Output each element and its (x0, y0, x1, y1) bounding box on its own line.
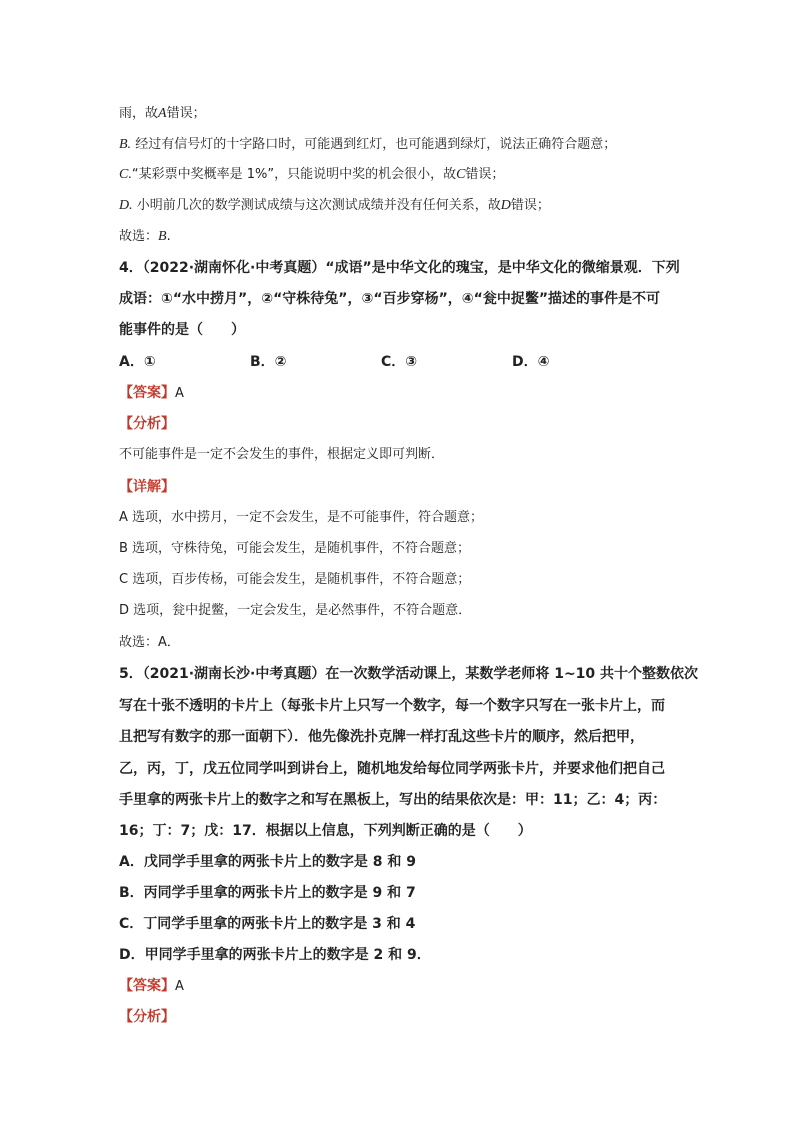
prev-solution-line-2 (119, 136, 679, 154)
q4-stem-line-3: 能事件的是（ ） (119, 322, 245, 338)
q4-answer-line (119, 384, 679, 403)
q5-stem-line-1: 5．（2021·湖南长沙·中考真题）在一次数学活动课上，某数学老师将 1~10 共十个整数依次 (119, 666, 699, 682)
text: 故选： (119, 229, 159, 244)
q5-stem-line-3: 且把写有数字的那一面朝下）．他先像洗扑克牌一样打乱这些卡片的顺序，然后把甲， (119, 729, 644, 745)
text: 错误； (510, 198, 550, 213)
prev-solution-line-3 (119, 166, 679, 184)
text: “某彩票中奖概率是 1%”，只能说明中奖的机会很小，故 (131, 167, 457, 182)
answer-value: A (175, 386, 184, 401)
q4-analysis-text: 不可能事件是一定不会发生的事件，根据定义即可判断． (119, 447, 445, 462)
q4-detail-line-b: B 选项，守株待兔，可能会发生，是随机事件，不符合题意； (119, 541, 471, 556)
text: 小明前几次的数学测试成绩与这次测试成绩并没有任何关系，故 (132, 198, 501, 213)
variable: D (500, 198, 511, 213)
answer-value: A (175, 979, 184, 994)
q4-detail-line-c: C 选项，百步传杨，可能会发生，是随机事件，不符合题意； (119, 572, 471, 587)
q5-stem-line-6: 16；丁：7；戊：17．根据以上信息，下列判断正确的是（ ） (119, 823, 532, 839)
prev-solution-conclusion (119, 228, 679, 246)
q4-detail-tag (119, 478, 679, 497)
q5-option-b: B．丙同学手里拿的两张卡片上的数字是 9 和 7 (119, 885, 416, 901)
q4-stem-line-1: 4．（2022·湖南怀化·中考真题）“成语”是中华文化的瑰宝，是中华文化的微缩景观．下列 (119, 260, 680, 276)
variable: C. (119, 167, 132, 182)
q4-conclusion: 故选：A． (119, 635, 180, 650)
q5-option-d: D．甲同学手里拿的两张卡片上的数字是 2 和 9． (119, 947, 431, 963)
prev-solution-line-1 (119, 105, 679, 123)
text: 雨，故 (119, 106, 159, 121)
q4-option-d: D．④ (512, 354, 550, 370)
answer-tag: 【答案】 (119, 978, 175, 994)
variable: C (456, 167, 466, 182)
text: 经过有信号灯的十字路口时，可能遇到红灯，也可能遇到绿灯，说法正确符合题意； (131, 137, 617, 152)
q5-stem-line-5: 手里拿的两张卡片上的数字之和写在黑板上，写出的结果依次是：甲：11；乙：4；丙： (119, 792, 667, 808)
text: . (166, 229, 171, 244)
q4-detail-line-d: D 选项，瓮中捉鳖，一定会发生，是必然事件，不符合题意． (119, 603, 472, 618)
q4-options (119, 353, 679, 371)
q5-option-a: A．戊同学手里拿的两张卡片上的数字是 8 和 9 (119, 854, 416, 870)
q5-analysis-tag (119, 1008, 679, 1027)
variable: A (158, 106, 167, 121)
variable: D. (119, 198, 133, 213)
detail-tag: 【详解】 (119, 479, 175, 495)
text: 错误； (166, 106, 206, 121)
q4-option-b: B．② (250, 354, 287, 370)
analysis-tag: 【分析】 (119, 1009, 175, 1025)
q4-option-a: A．① (119, 354, 156, 370)
q5-answer-line (119, 977, 679, 996)
variable: B. (119, 137, 132, 152)
q4-analysis-tag (119, 415, 679, 434)
prev-solution-line-4 (119, 197, 679, 215)
q4-option-c: C．③ (381, 354, 418, 370)
text: 错误； (465, 167, 505, 182)
q4-detail-line-a: A 选项，水中捞月，一定不会发生，是不可能事件，符合题意； (119, 510, 484, 525)
answer-tag: 【答案】 (119, 385, 175, 401)
q4-stem-line-2: 成语：①“水中捞月”，②“守株待兔”，③“百步穿杨”，④“瓮中捉鳖”描述的事件是不可 (119, 291, 661, 307)
q5-stem-line-4: 乙，丙，丁，戊五位同学叫到讲台上，随机地发给每位同学两张卡片，并要求他们把自己 (119, 761, 665, 777)
variable: B (158, 229, 167, 244)
q5-stem-line-2: 写在十张不透明的卡片上（每张卡片上只写一个数字，每一个数字只写在一张卡片上，而 (119, 698, 665, 714)
analysis-tag: 【分析】 (119, 416, 175, 432)
q5-option-c: C．丁同学手里拿的两张卡片上的数字是 3 和 4 (119, 916, 416, 932)
